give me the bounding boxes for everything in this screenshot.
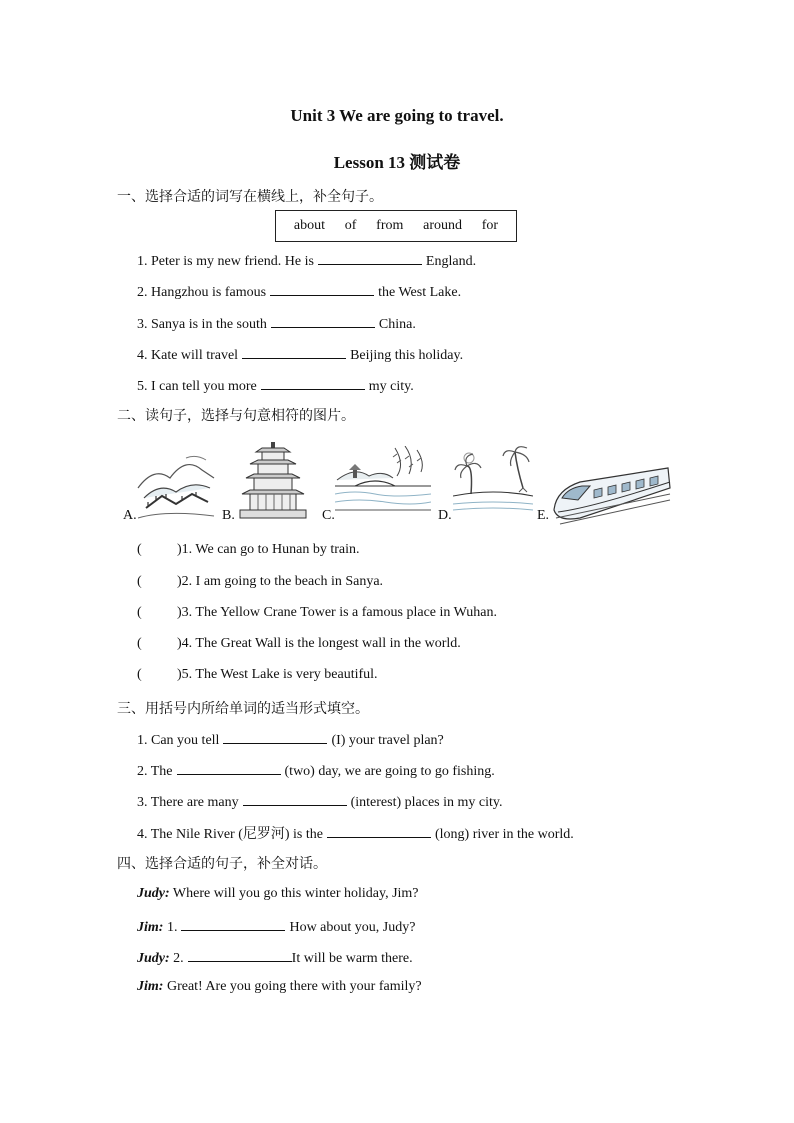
- answer-blank[interactable]: [327, 824, 431, 838]
- question-text: the West Lake.: [378, 285, 462, 300]
- speaker-name: Judy:: [137, 886, 170, 901]
- answer-blank[interactable]: [223, 730, 327, 744]
- high-speed-train-icon: [550, 460, 672, 526]
- question-text: (long) river in the world.: [435, 827, 574, 842]
- matching-item: [137, 542, 360, 558]
- dialogue-line: [137, 948, 413, 967]
- answer-blank[interactable]: [270, 282, 374, 296]
- word-bank-item: for: [481, 218, 499, 233]
- question-text: 2. Hangzhou is famous: [137, 285, 267, 300]
- matching-item: [137, 636, 461, 652]
- picture-label: D.: [438, 508, 452, 523]
- section-2-heading: 二、读句子，选择与句意相符的图片。: [117, 408, 355, 424]
- question-item: [137, 376, 414, 395]
- question-text: China.: [378, 317, 416, 332]
- question-text: 1. Peter is my new friend. He is: [137, 254, 314, 269]
- page-title: Unit 3 We are going to travel.: [290, 106, 504, 125]
- answer-paren[interactable]: (: [137, 542, 142, 557]
- question-item: [137, 792, 502, 811]
- west-lake-icon: [335, 446, 431, 516]
- picture-label: B.: [222, 508, 235, 523]
- answer-paren[interactable]: (: [137, 636, 142, 651]
- picture-label: E.: [537, 508, 550, 523]
- question-item: [137, 345, 463, 364]
- question-text: my city.: [368, 379, 414, 394]
- picture-label: A.: [123, 508, 137, 523]
- word-bank-item: around: [423, 218, 463, 233]
- question-item: [137, 730, 444, 749]
- matching-item: [137, 605, 497, 621]
- question-text: England.: [425, 254, 477, 269]
- matching-item: [137, 667, 378, 683]
- beach-palm-icon: [453, 444, 533, 516]
- speaker-name: Jim:: [137, 920, 164, 935]
- question-text: 2. The: [137, 764, 173, 779]
- dialogue-text: How about you, Judy?: [289, 920, 416, 935]
- section-3-heading: 三、用括号内所给单词的适当形式填空。: [117, 701, 369, 717]
- section-1-heading: 一、选择合适的词写在横线上，补全句子。: [117, 189, 383, 205]
- question-item: [137, 282, 461, 301]
- question-text: 4. The Nile River (尼罗河) is the: [137, 827, 323, 842]
- question-text: )2. I am going to the beach in Sanya.: [177, 574, 384, 589]
- question-text: )3. The Yellow Crane Tower is a famous place in Wuhan.: [177, 605, 498, 620]
- dialogue-text: 1.: [166, 920, 178, 935]
- dialogue-line: [137, 979, 422, 995]
- answer-paren[interactable]: (: [137, 574, 142, 589]
- word-bank-item: of: [344, 218, 357, 233]
- question-item: [137, 823, 574, 843]
- answer-blank[interactable]: [188, 948, 292, 962]
- question-item: [137, 251, 476, 270]
- question-text: (two) day, we are going to go fishing.: [284, 764, 495, 779]
- dialogue-text: 2.: [173, 951, 184, 966]
- speaker-name: Jim:: [137, 979, 164, 994]
- question-item: [137, 314, 416, 333]
- word-bank-item: from: [376, 218, 404, 233]
- answer-paren[interactable]: (: [137, 667, 142, 682]
- word-bank-item: about: [293, 218, 325, 233]
- dialogue-line: [137, 917, 415, 936]
- speaker-name: Judy:: [137, 951, 170, 966]
- dialogue-line: [137, 886, 419, 902]
- answer-blank[interactable]: [271, 314, 375, 328]
- question-item: [137, 761, 495, 780]
- section-4-heading: 四、选择合适的句子，补全对话。: [117, 856, 327, 872]
- dialogue-text: Where will you go this winter holiday, Jim?: [172, 886, 419, 901]
- question-text: 5. I can tell you more: [137, 379, 257, 394]
- answer-blank[interactable]: [318, 251, 422, 265]
- word-bank: [275, 210, 517, 242]
- answer-blank[interactable]: [181, 917, 285, 931]
- question-text: 1. Can you tell: [137, 733, 220, 748]
- yellow-crane-tower-icon: [238, 440, 308, 522]
- answer-paren[interactable]: (: [137, 605, 142, 620]
- question-text: Beijing this holiday.: [350, 348, 464, 363]
- dialogue-text: Great! Are you going there with your family?: [166, 979, 422, 994]
- question-text: 4. Kate will travel: [137, 348, 239, 363]
- page-subtitle: Lesson 13 测试卷: [333, 153, 461, 172]
- question-text: )4. The Great Wall is the longest wall in the world.: [177, 636, 461, 651]
- question-text: )1. We can go to Hunan by train.: [177, 542, 360, 557]
- answer-blank[interactable]: [242, 345, 346, 359]
- question-text: (I) your travel plan?: [331, 733, 444, 748]
- answer-blank[interactable]: [177, 761, 281, 775]
- dialogue-text: It will be warm there.: [291, 951, 413, 966]
- answer-blank[interactable]: [261, 376, 365, 390]
- question-text: 3. There are many: [137, 795, 239, 810]
- question-text: 3. Sanya is in the south: [137, 317, 267, 332]
- question-text: )5. The West Lake is very beautiful.: [177, 667, 378, 682]
- answer-blank[interactable]: [243, 792, 347, 806]
- question-text: (interest) places in my city.: [350, 795, 503, 810]
- picture-label: C.: [322, 508, 335, 523]
- great-wall-icon: [136, 448, 216, 520]
- matching-item: [137, 574, 383, 590]
